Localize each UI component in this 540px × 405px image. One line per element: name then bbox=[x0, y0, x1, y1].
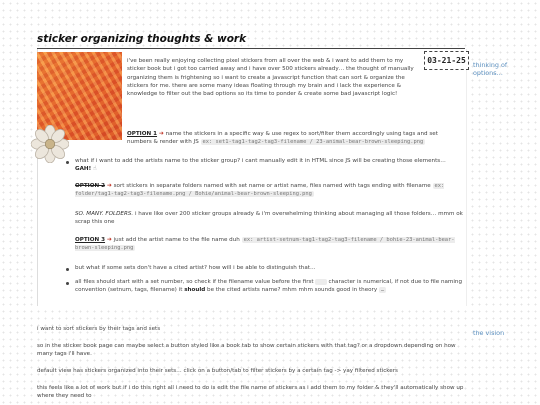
date-badge: 03-21-25 bbox=[424, 51, 469, 70]
option1-code: ex: set1-tag1-tag2-tag3-filename / 23-animal-bear-brown-sleeping.png bbox=[202, 139, 424, 146]
option1-text: name the stickers in a specific way & use regex to sort/filter them accordingly using tags and set numbers & render with JS bbox=[127, 131, 438, 146]
so-many-folders bbox=[75, 210, 463, 227]
arrow-right-icon: ➜ bbox=[106, 182, 112, 189]
bullet-no-artist: but what if some sets don't have a cited artist? how will i be able to distinguish that… bbox=[75, 265, 316, 271]
so-many-text: i have like over 200 sticker groups already & i'm overwhelming thinking about managing all those folders… mmm ok scrap this one bbox=[75, 211, 463, 226]
page-title: sticker organizing thoughts & work bbox=[37, 33, 247, 45]
option2-label: OPTION 2 bbox=[75, 183, 106, 189]
vision-line-4: this feels like a lot of work but if i do this right all i need to do is edit the file name of stickers as i add them to my folder & they'll automatically show up where they need to bbox=[37, 385, 464, 400]
option3-label: OPTION 3 bbox=[75, 237, 106, 243]
bullet-setnum-check bbox=[75, 278, 463, 295]
bullet3-mid: character is numerical, if not due to file naming convention (setnum, tags, filename) it bbox=[75, 279, 463, 294]
intro-text: i've been really enjoying collecting pixel stickers from all over the web & i want to add them to my sticker book but i got too carried away and i have over 500 stickers already… the thought of manually organizing them is frightening so i want to create a javascript function that can sort & organize the stickers for me. there are some many ideas floating through my brain and i lack the experience & knowledge to filter out the bad options so its time to ponder & create some bad javascript logic! bbox=[127, 58, 414, 98]
pointer-icon: ☝ bbox=[92, 165, 97, 173]
ellipsis-code: … bbox=[380, 287, 385, 294]
so-many-lead: SO. MANY. FOLDERS. bbox=[75, 211, 134, 217]
option2-block bbox=[75, 182, 463, 199]
vision-line-2: so in the sticker book page can maybe select a button styled like a book tab to show certain stickers with that tag? or a dropdown depending on how many tags i'll have. bbox=[37, 343, 456, 358]
option1-block bbox=[127, 130, 463, 147]
option3-block bbox=[75, 236, 463, 253]
bullet-marker bbox=[66, 161, 69, 164]
option2-text: sort stickers in separate folders named with set name or artist name, files named with tags ending with filename bbox=[113, 183, 431, 189]
arrow-right-icon: ➜ bbox=[158, 130, 164, 137]
intro-paragraph bbox=[127, 57, 422, 98]
bullet3-bold: should bbox=[184, 287, 206, 294]
flower-sticker-icon bbox=[31, 125, 69, 163]
option2-code: ex: folder/tag1-tag2-tag3-filename.png / Bohie/animal-bear-brown-sleeping.png bbox=[75, 183, 445, 198]
vision-line-3: default view has stickers organized into their sets… click on a button/tab to filter stickers by a certain tag -> yay filtered stickers bbox=[37, 368, 398, 374]
option3-text: just add the artist name to the file name duh bbox=[113, 237, 240, 243]
bullet-marker bbox=[66, 268, 69, 271]
side-note-thinking: thinking of options… bbox=[473, 61, 508, 77]
bullet3-pre: all files should start with a set number, so check if the filename value before the first bbox=[75, 279, 314, 285]
option1-label: OPTION 1 bbox=[127, 131, 158, 137]
option3-code: ex: artist-setnum-tag1-tag2-tag3-filename / bohie-23-animal-bear-brown-sleeping.png bbox=[75, 237, 455, 252]
separator-code bbox=[315, 279, 326, 285]
side-note-vision: the vision bbox=[473, 329, 505, 337]
bullet1-bold: GAH! bbox=[75, 166, 92, 173]
bullet3-post: be the cited artists name? mhm mhm sounds good in theory bbox=[207, 287, 378, 294]
vision-line-1: i want to sort stickers by their tags and sets bbox=[37, 326, 161, 332]
bullet-marker bbox=[66, 282, 69, 285]
bullet-gah bbox=[75, 157, 460, 174]
bullet1-text: what if i want to add the artists name to the sticker group? i cant manually edit it in HTML since JS will be creating those elements… bbox=[75, 158, 446, 164]
arrow-right-icon: ➜ bbox=[106, 236, 112, 243]
